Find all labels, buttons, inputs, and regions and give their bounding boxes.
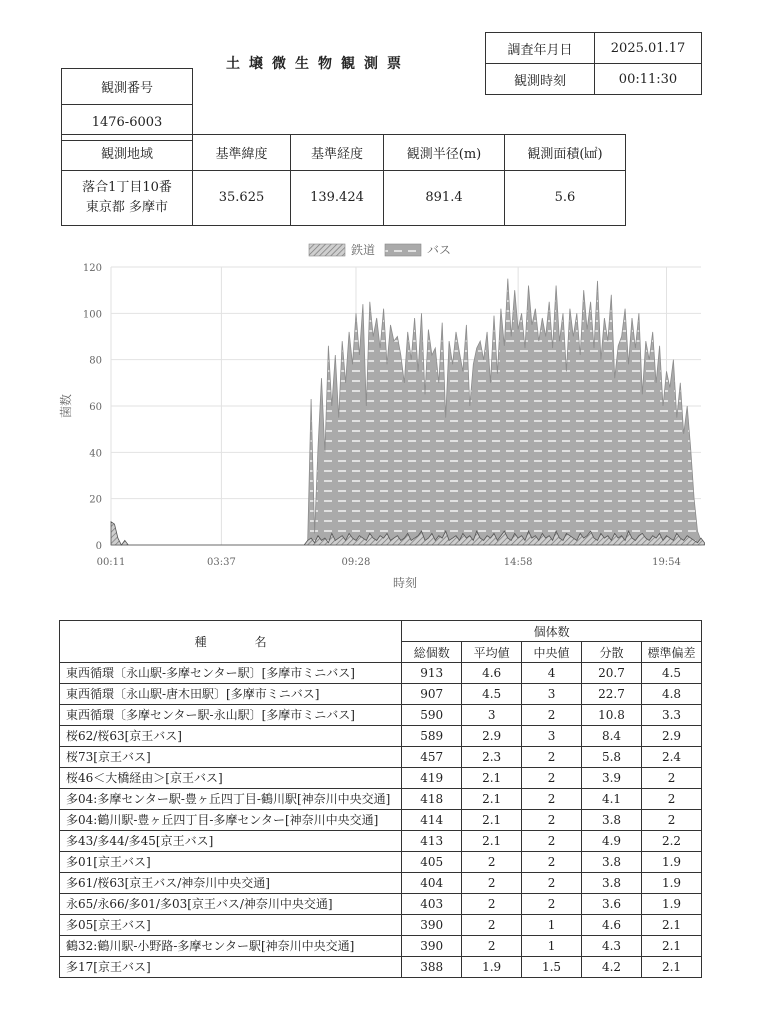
cell-value: 1	[522, 915, 582, 936]
cell-value: 3.9	[581, 768, 641, 789]
lat-value: 35.625	[193, 171, 291, 226]
y-axis-ticks	[83, 263, 102, 552]
cell-value: 413	[402, 831, 462, 852]
cell-value: 2.1	[642, 957, 702, 978]
species-header: 種 名	[60, 621, 402, 663]
form-title: 土壌微生物観測票	[226, 56, 410, 72]
area-value: 5.6	[505, 171, 626, 226]
region-line-1: 落合1丁目10番	[82, 180, 172, 195]
cell-value: 2.4	[642, 747, 702, 768]
y-tick-label: 120	[82, 263, 102, 274]
cell-value: 2.3	[462, 747, 522, 768]
species-name: 鶴32:鶴川駅-小野路-多摩センター駅[神奈川中央交通]	[60, 936, 402, 957]
cell-value: 2.1	[462, 768, 522, 789]
lat-label: 基準緯度	[193, 135, 291, 171]
col-header-total: 総個数	[402, 642, 462, 663]
cell-value: 2.1	[462, 810, 522, 831]
region-label: 観測地域	[62, 135, 193, 171]
x-axis-ticks	[97, 557, 681, 568]
cell-value: 2	[462, 873, 522, 894]
count-header: 個体数	[402, 621, 702, 642]
cell-value: 3	[522, 684, 582, 705]
cell-value: 4.1	[581, 789, 641, 810]
cell-value: 2	[522, 873, 582, 894]
cell-value: 4.9	[581, 831, 641, 852]
table-row	[60, 747, 702, 768]
cell-value: 2.9	[642, 726, 702, 747]
cell-value: 4.6	[581, 915, 641, 936]
cell-value: 2	[642, 789, 702, 810]
table-row	[60, 684, 702, 705]
species-name: 多01[京王バス]	[60, 852, 402, 873]
cell-value: 2	[522, 747, 582, 768]
survey-date-label: 調査年月日	[486, 33, 595, 64]
legend-swatch-rail	[309, 244, 345, 256]
chart-legend	[309, 242, 451, 257]
cell-value: 457	[402, 747, 462, 768]
x-tick-label: 14:58	[503, 557, 533, 568]
cell-value: 403	[402, 894, 462, 915]
col-header-mean: 平均値	[462, 642, 522, 663]
col-header-median: 中央値	[522, 642, 582, 663]
x-tick-label: 00:11	[96, 557, 126, 568]
table-row	[60, 789, 702, 810]
cell-value: 589	[402, 726, 462, 747]
observation-id-table	[61, 68, 193, 141]
species-name: 桜62/桜63[京王バス]	[60, 726, 402, 747]
legend-label-rail: 鉄道	[351, 243, 376, 257]
cell-value: 2.1	[642, 936, 702, 957]
cell-value: 1	[522, 936, 582, 957]
table-row	[60, 810, 702, 831]
cell-value: 2	[522, 852, 582, 873]
species-name: 東西循環〔永山駅-唐木田駅〕[多摩市ミニバス]	[60, 684, 402, 705]
species-name: 多04:多摩センター駅-豊ヶ丘四丁目-鶴川駅[神奈川中央交通]	[60, 789, 402, 810]
cell-value: 405	[402, 852, 462, 873]
cell-value: 4	[522, 663, 582, 684]
table-row	[60, 768, 702, 789]
table-row	[60, 852, 702, 873]
chart-series	[111, 279, 705, 545]
cell-value: 2.1	[462, 789, 522, 810]
species-name: 東西循環〔永山駅-多摩センター駅〕[多摩市ミニバス]	[60, 663, 402, 684]
cell-value: 2	[522, 789, 582, 810]
cell-value: 388	[402, 957, 462, 978]
table-row	[60, 873, 702, 894]
cell-value: 3.8	[581, 873, 641, 894]
cell-value: 404	[402, 873, 462, 894]
cell-value: 5.8	[581, 747, 641, 768]
table-row	[60, 705, 702, 726]
table-row	[60, 957, 702, 978]
obs-time-label: 観測時刻	[486, 64, 595, 95]
table-row	[60, 663, 702, 684]
cell-value: 1.9	[462, 957, 522, 978]
table-row	[60, 726, 702, 747]
cell-value: 2	[462, 915, 522, 936]
legend-swatch-bus	[385, 244, 421, 256]
cell-value: 2	[522, 768, 582, 789]
y-tick-label: 60	[89, 402, 102, 413]
species-name: 東西循環〔多摩センター駅-永山駅〕[多摩市ミニバス]	[60, 705, 402, 726]
cell-value: 22.7	[581, 684, 641, 705]
lon-value: 139.424	[291, 171, 384, 226]
cell-value: 1.9	[642, 894, 702, 915]
cell-value: 2	[522, 810, 582, 831]
table-row	[60, 831, 702, 852]
cell-value: 2	[522, 894, 582, 915]
cell-value: 390	[402, 915, 462, 936]
cell-value: 2	[522, 705, 582, 726]
cell-value: 3	[522, 726, 582, 747]
species-name: 桜73[京王バス]	[60, 747, 402, 768]
x-tick-label: 19:54	[652, 557, 681, 568]
survey-date-value: 2025.01.17	[595, 33, 702, 64]
cell-value: 3.3	[642, 705, 702, 726]
cell-value: 3.6	[581, 894, 641, 915]
radius-label: 観測半径(m)	[384, 135, 505, 171]
observation-id-value: 1476-6003	[62, 105, 193, 141]
cell-value: 3.8	[581, 852, 641, 873]
cell-value: 4.5	[462, 684, 522, 705]
lon-label: 基準経度	[291, 135, 384, 171]
location-table	[61, 134, 626, 226]
cell-value: 3	[462, 705, 522, 726]
cell-value: 1.9	[642, 852, 702, 873]
legend-label-bus: バス	[427, 243, 452, 257]
cell-value: 2.9	[462, 726, 522, 747]
cell-value: 2	[522, 831, 582, 852]
species-name: 多05[京王バス]	[60, 915, 402, 936]
table-row	[60, 915, 702, 936]
cell-value: 1.9	[642, 873, 702, 894]
cell-value: 414	[402, 810, 462, 831]
species-name: 多43/多44/多45[京王バス]	[60, 831, 402, 852]
cell-value: 418	[402, 789, 462, 810]
cell-value: 4.2	[581, 957, 641, 978]
cell-value: 913	[402, 663, 462, 684]
cell-value: 907	[402, 684, 462, 705]
radius-value: 891.4	[384, 171, 505, 226]
cell-value: 4.3	[581, 936, 641, 957]
y-tick-label: 100	[82, 309, 102, 321]
x-axis-label: 時刻	[392, 576, 418, 590]
survey-date-table	[485, 32, 702, 95]
y-tick-label: 40	[89, 448, 102, 460]
cell-value: 10.8	[581, 705, 641, 726]
series-area-bus	[111, 279, 701, 545]
cell-value: 2	[462, 894, 522, 915]
cell-value: 590	[402, 705, 462, 726]
table-row	[60, 936, 702, 957]
cell-value: 2	[642, 810, 702, 831]
cell-value: 2	[642, 768, 702, 789]
area-label: 観測面積(㎢)	[505, 135, 626, 171]
bacteria-count-chart	[56, 236, 706, 591]
species-name: 多61/桜63[京王バス/神奈川中央交通]	[60, 873, 402, 894]
cell-value: 2.1	[462, 831, 522, 852]
cell-value: 1.5	[522, 957, 582, 978]
y-tick-label: 80	[89, 355, 102, 367]
cell-value: 390	[402, 936, 462, 957]
species-name: 永65/永66/多01/多03[京王バス/神奈川中央交通]	[60, 894, 402, 915]
species-name: 多04:鶴川駅-豊ヶ丘四丁目-多摩センター[神奈川中央交通]	[60, 810, 402, 831]
cell-value: 2	[462, 852, 522, 873]
observation-id-label: 観測番号	[62, 69, 193, 105]
col-header-variance: 分散	[581, 642, 641, 663]
cell-value: 4.5	[642, 663, 702, 684]
cell-value: 8.4	[581, 726, 641, 747]
cell-value: 4.8	[642, 684, 702, 705]
cell-value: 419	[402, 768, 462, 789]
y-axis-label: 菌数	[59, 393, 73, 419]
x-tick-label: 03:37	[206, 557, 236, 568]
cell-value: 3.8	[581, 810, 641, 831]
cell-value: 2.1	[642, 915, 702, 936]
table-row	[60, 894, 702, 915]
y-tick-label: 0	[95, 541, 102, 552]
cell-value: 4.6	[462, 663, 522, 684]
cell-value: 20.7	[581, 663, 641, 684]
cell-value: 2.2	[642, 831, 702, 852]
cell-value: 2	[462, 936, 522, 957]
species-name: 桜46＜大橋経由＞[京王バス]	[60, 768, 402, 789]
y-tick-label: 20	[89, 494, 102, 506]
col-header-stddev: 標準偏差	[642, 642, 702, 663]
x-tick-label: 09:28	[341, 557, 371, 568]
species-count-table	[59, 620, 702, 978]
region-line-2: 東京都 多摩市	[85, 200, 169, 215]
obs-time-value: 00:11:30	[595, 64, 702, 95]
species-name: 多17[京王バス]	[60, 957, 402, 978]
region-value	[62, 171, 193, 226]
